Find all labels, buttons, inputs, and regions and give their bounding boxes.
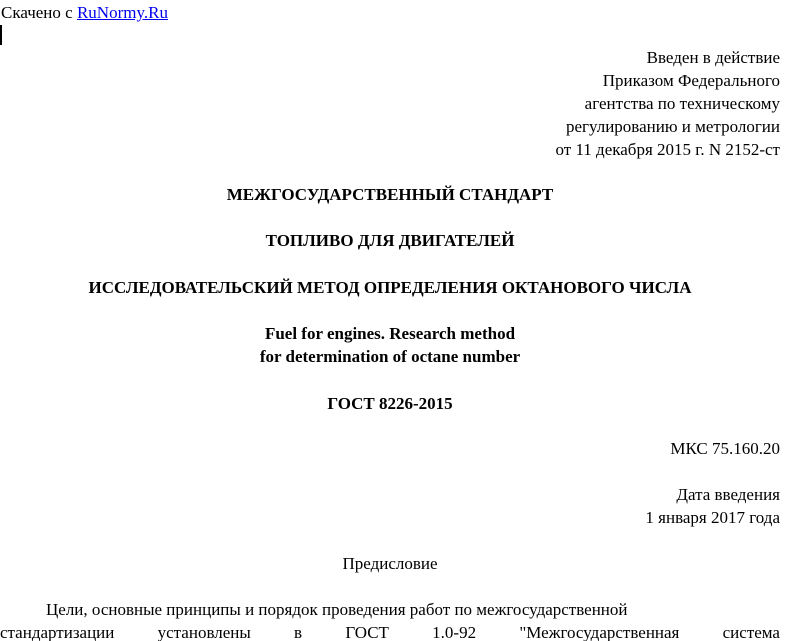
foreword-paragraph [0, 598, 780, 641]
paragraph-word: ГОСТ [345, 623, 389, 641]
foreword-heading: Предисловие [342, 554, 438, 573]
introduction-date-block [645, 483, 780, 529]
paragraph-line-2 [0, 621, 780, 641]
source-link[interactable]: RuNormy.Ru [76, 3, 168, 22]
enactment-line: Приказом Федерального [602, 71, 780, 90]
text-cursor [0, 25, 2, 45]
paragraph-word: стандартизации [0, 623, 115, 641]
paragraph-word: "Межгосударственная [519, 623, 680, 641]
introduction-date-label: Дата введения [676, 485, 780, 504]
paragraph-word: 1.0-92 [432, 623, 477, 641]
document-title-line-2: ИССЛЕДОВАТЕЛЬСКИЙ МЕТОД ОПРЕДЕЛЕНИЯ ОКТАНОВОГО ЧИСЛА [88, 278, 692, 297]
enactment-block [555, 46, 780, 161]
standard-type-heading: МЕЖГОСУДАРСТВЕННЫЙ СТАНДАРТ [226, 185, 554, 204]
enactment-line: агентства по техническому [584, 94, 780, 113]
english-title-line-1: Fuel for engines. Research method [264, 324, 516, 343]
enactment-line: регулированию и метрологии [565, 117, 780, 136]
english-title-line-2: for determination of octane number [259, 347, 521, 366]
enactment-line: Введен в действие [646, 48, 780, 67]
gost-number: ГОСТ 8226-2015 [327, 394, 453, 413]
source-line [1, 2, 168, 24]
enactment-line: от 11 декабря 2015 г. N 2152-ст [555, 140, 780, 159]
document-title-line-1: ТОПЛИВО ДЛЯ ДВИГАТЕЛЕЙ [265, 231, 515, 250]
introduction-date-value: 1 января 2017 года [645, 508, 780, 527]
mks-code: МКС 75.160.20 [670, 439, 780, 458]
source-prefix: Скачено с [1, 3, 77, 22]
paragraph-line-1: Цели, основные принципы и порядок проведения работ по межгосударственной [46, 600, 628, 619]
paragraph-word: в [294, 623, 303, 641]
paragraph-word: установлены [157, 623, 251, 641]
paragraph-word: система [722, 623, 780, 641]
